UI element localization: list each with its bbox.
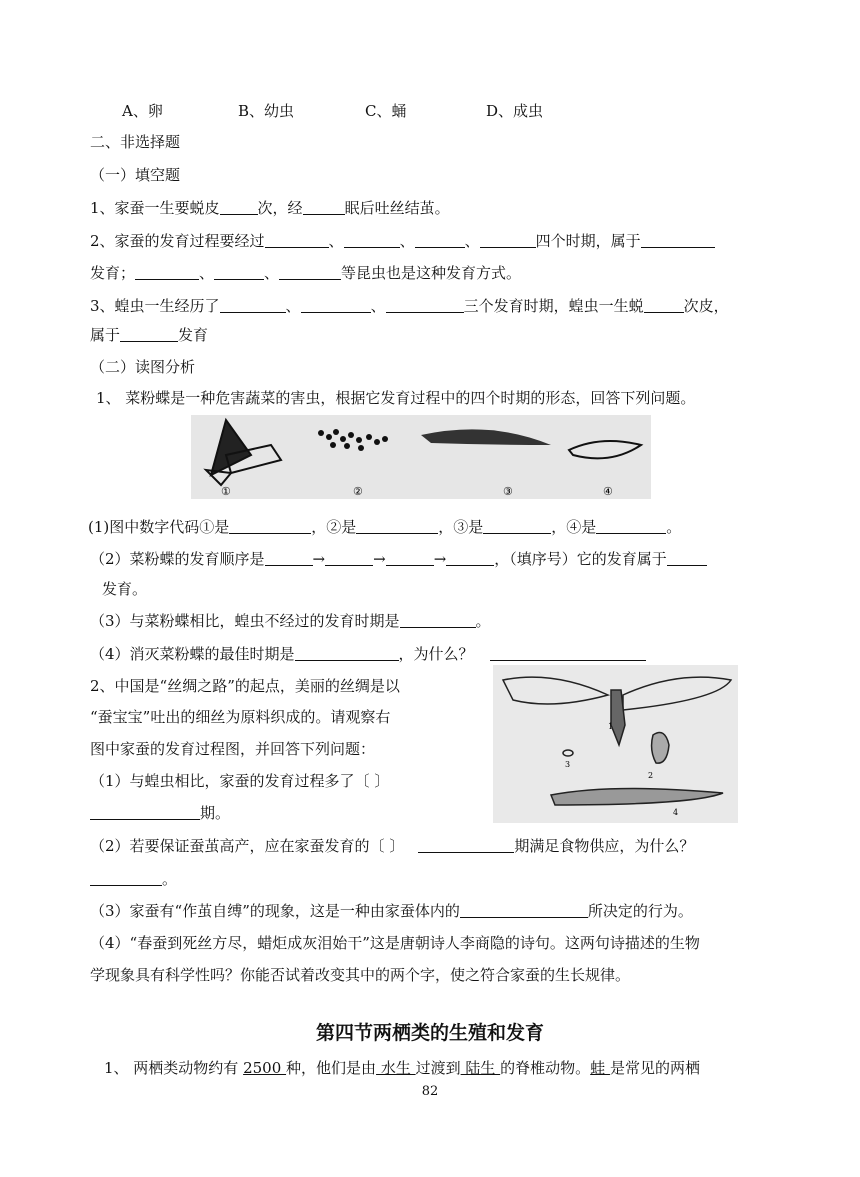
question-r1-4: （4）消灭菜粉蝶的最佳时期是 ，为什么？: [90, 643, 646, 665]
fill-blank-heading: （一）填空题: [90, 166, 181, 184]
question-r1-1: (1)图中数字代码①是 ，②是 ，③是 ，④是 。: [88, 518, 682, 536]
question-r1-3: （3）与菜粉蝶相比，蝗虫不经过的发育时期是 。: [90, 612, 491, 630]
read-figure-heading: （二）读图分析: [90, 358, 196, 376]
butterfly-lifecycle-drawing: [191, 415, 651, 499]
question-2-line2: 发育； 、 、 等昆虫也是这种发育方式。: [90, 264, 522, 282]
question-3-line2: 属于 发育: [90, 326, 209, 344]
cabbage-butterfly-figure: [191, 415, 651, 499]
amphibian-paragraph: 1、 两栖类动物约有 2500 种，他们是由 水生 过渡到 陆生 的脊椎动物。蛙 是常见的两栖: [104, 1059, 700, 1077]
option-a: A、卵: [122, 102, 163, 120]
silkworm-intro-3: 图中家蚕的发育过程图，并回答下列问题：: [90, 740, 376, 758]
fig1-label-3: ③: [503, 485, 513, 498]
question-r1-2-cont: 发育。: [102, 580, 148, 598]
silkworm-q4-line1: （4）“春蚕到死丝方尽，蜡炬成灰泪始干”这是唐朝诗人李商隐的诗句。这两句诗描述的生物: [90, 934, 700, 952]
silkworm-figure: [493, 665, 738, 823]
fig2-label-4: 4: [673, 808, 679, 817]
fig1-label-2: ②: [353, 485, 363, 498]
silkworm-q3: （3）家蚕有“作茧自缚”的现象，这是一种由家蚕体内的 所决定的行为。: [90, 902, 693, 920]
section-heading: 二、非选择题: [90, 133, 181, 151]
question-1: 1、家蚕一生要蜕皮 次，经 眠后吐丝结茧。: [90, 199, 450, 217]
silkworm-intro-1: 2、中国是“丝绸之路”的起点，美丽的丝绸是以: [90, 677, 400, 695]
fig2-label-3: 3: [565, 760, 571, 769]
silkworm-q1: （1）与蝗虫相比，家蚕的发育过程多了〔 〕: [90, 772, 390, 790]
silkworm-q4-line2: 学现象具有科学性吗？你能否试着改变其中的两个字，使之符合家蚕的生长规律。: [90, 966, 631, 984]
figure-question-1-intro: 1、 菜粉蝶是一种危害蔬菜的害虫，根据它发育过程中的四个时期的形态，回答下列问题。: [96, 389, 696, 407]
option-d: D、成虫: [486, 102, 544, 120]
question-2-line1: 2、家蚕的发育过程要经过 、 、 、 四个时期，属于: [90, 230, 715, 252]
question-r1-2: （2）菜粉蝶的发育顺序是 → → → ，（填序号）它的发育属于: [90, 548, 707, 570]
silkworm-q2: （2）若要保证蚕茧高产，应在家蚕发育的〔 〕 期满足食物供应，为什么？: [90, 837, 695, 855]
fig1-label-1: ①: [221, 485, 231, 498]
question-3-line1: 3、蝗虫一生经历了 、 、 三个发育时期，蝗虫一生蜕 次皮，: [90, 297, 729, 315]
page-number: 82: [421, 1084, 439, 1099]
fig2-label-2: 2: [648, 771, 654, 780]
silkworm-intro-2: “蚕宝宝”吐出的细丝为原料织成的。请观察右: [90, 708, 391, 726]
section-4-title: 第四节两栖类的生殖和发育: [315, 1022, 544, 1044]
silkworm-q2-cont: 。: [90, 868, 177, 890]
fig1-label-4: ④: [603, 485, 613, 498]
silkworm-q1-cont: 期。: [90, 802, 230, 824]
option-c: C、蛹: [365, 102, 407, 120]
option-b: B、幼虫: [238, 102, 295, 120]
silkworm-lifecycle-drawing: [493, 665, 738, 823]
fig2-label-1: 1: [608, 722, 614, 731]
